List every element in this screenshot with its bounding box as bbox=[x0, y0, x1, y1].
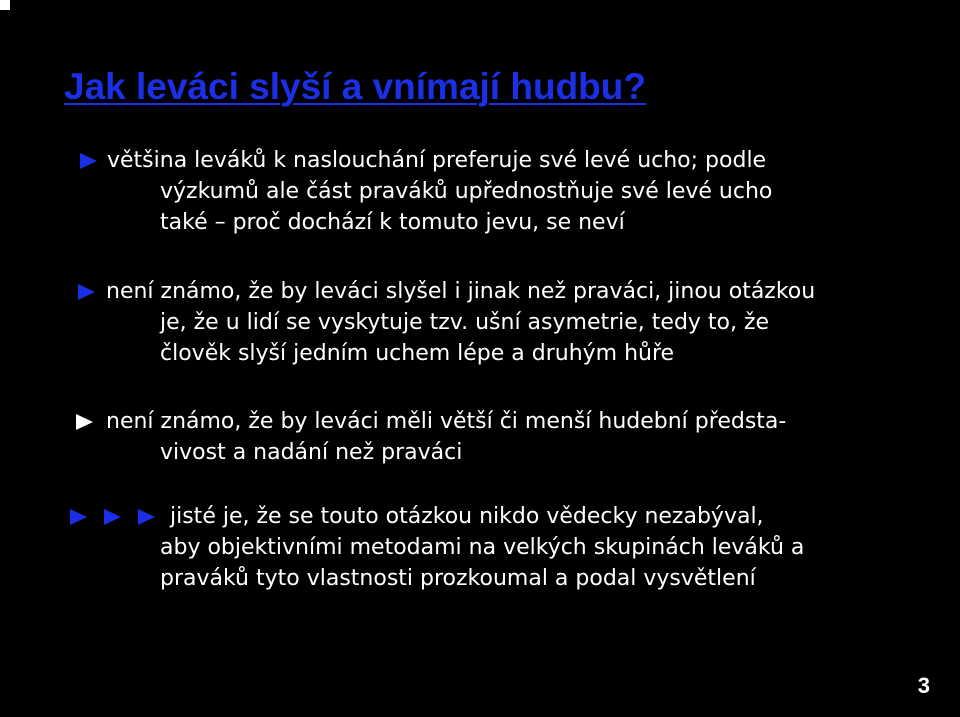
bullet-2-line-3: člověk slyší jedním uchem lépe a druhým hůře bbox=[160, 341, 675, 366]
bullet-4-line-3: praváků tyto vlastnosti prozkoumal a podal vysvětlení bbox=[160, 566, 756, 591]
triangle-right-icon bbox=[138, 509, 155, 525]
bullet-2-line-2: je, že u lidí se vyskytuje tzv. ušní asymetrie, tedy to, že bbox=[160, 310, 770, 335]
triangle-right-icon bbox=[78, 284, 95, 300]
bullet-2-line-1: není známo, že by leváci slyšel i jinak než praváci, jinou otázkou bbox=[106, 279, 816, 304]
bullet-4-line-1: jisté je, že se touto otázkou nikdo vědecky nezabýval, bbox=[170, 504, 764, 529]
bullet-1 bbox=[0, 145, 772, 238]
slide-title: Jak leváci slyší a vnímají hudbu? bbox=[64, 66, 646, 107]
bullet-4-line-2: aby objektivními metodami na velkých skupinách leváků a bbox=[160, 535, 805, 560]
page-number: 3 bbox=[917, 673, 930, 698]
bullet-1-line-3: také – proč dochází k tomuto jevu, se neví bbox=[160, 210, 625, 235]
bullet-1-line-2: výzkumů ale část praváků upřednostňuje své levé ucho bbox=[160, 179, 773, 204]
triangle-right-icon bbox=[70, 509, 87, 525]
corner-mark bbox=[0, 0, 10, 10]
bullet-1-line-1: většina leváků k naslouchání preferuje své levé ucho; podle bbox=[107, 148, 767, 173]
bullet-3-line-2: vivost a nadání než praváci bbox=[160, 440, 463, 465]
triangle-right-icon bbox=[80, 153, 97, 169]
bullet-4 bbox=[0, 501, 804, 594]
bullet-3-line-1: není známo, že by leváci měli větší či menší hudební předsta- bbox=[106, 409, 787, 434]
triangle-right-icon bbox=[76, 414, 93, 430]
triangle-right-icon bbox=[104, 509, 121, 525]
bullet-2 bbox=[0, 276, 815, 369]
bullet-3 bbox=[0, 406, 786, 468]
